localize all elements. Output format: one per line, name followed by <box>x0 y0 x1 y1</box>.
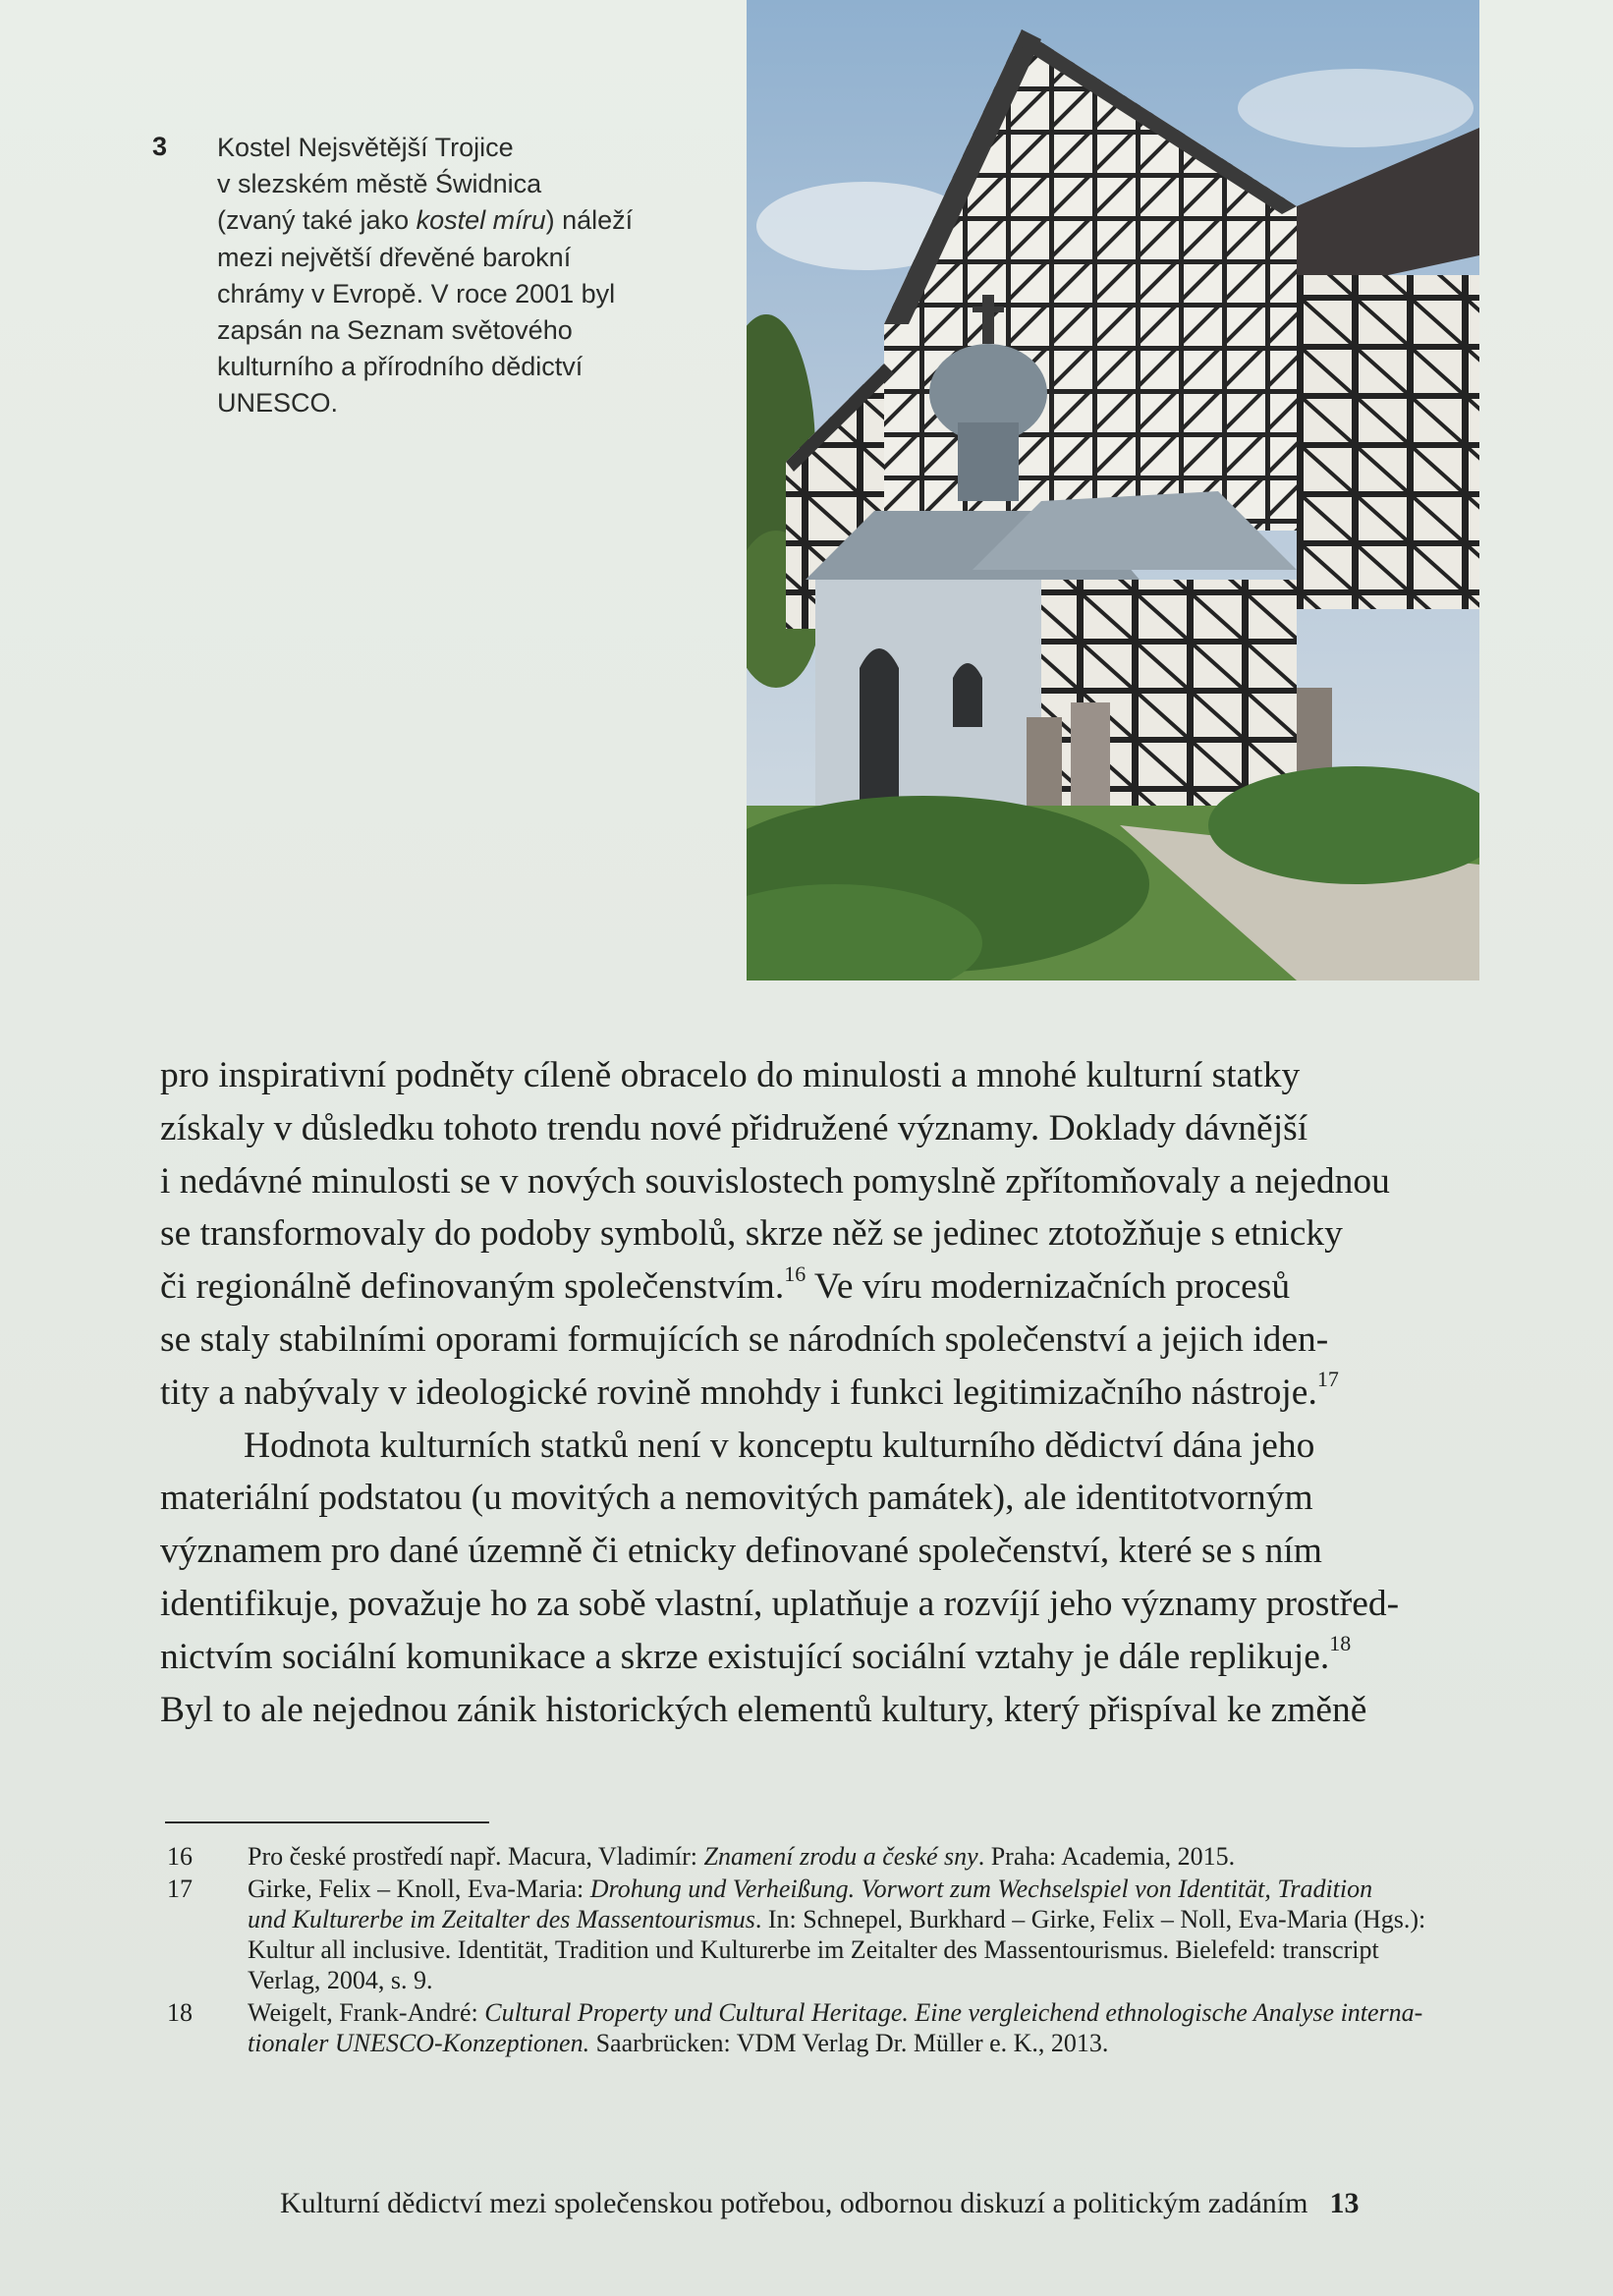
body-line: či regionálně definovaným společenstvím.$^{16}$ Ve víru modernizačních procesů <box>160 1260 1291 1308</box>
footnote-line: tionaler UNESCO-Konzeptionen. Saarbrücken: VDM Verlag Dr. Müller e. K., 2013. <box>248 2029 1109 2057</box>
body-line: tity a nabývaly v ideologické rovině mnohdy i funkci legitimizačního nástroje.$^{17}$ <box>160 1367 1339 1413</box>
footnote-line: Verlag, 2004, s. 9. <box>248 1966 433 1994</box>
footnote-ref[interactable]: 16 <box>784 1260 806 1286</box>
footnote-number: 16 <box>167 1842 193 1871</box>
body-line: Hodnota kulturních statků není v konceptu kulturního dědictví dána jeho <box>244 1425 1315 1466</box>
footnote <box>165 1874 1501 1995</box>
church-photo <box>747 0 1479 980</box>
caption-line: Kostel Nejsvětější Trojice <box>217 133 514 162</box>
footnote <box>165 1841 1501 1872</box>
body-line: významem pro dané územně či etnicky definované společenství, které se s ním <box>160 1531 1322 1572</box>
footnote-divider <box>165 1821 489 1823</box>
footnote-line: und Kulturerbe im Zeitalter des Massentourismus. In: Schnepel, Burkhard – Girke, Felix – Noll, Eva-Maria (Hgs.): <box>248 1905 1426 1933</box>
footnote <box>165 1997 1501 2058</box>
caption-emphasis: kostel míru <box>416 205 546 236</box>
footnote-line: Girke, Felix – Knoll, Eva-Maria: Drohung und Verheißung. Vorwort zum Wechselspiel von Identität, Tradition <box>248 1875 1373 1903</box>
body-line: získaly v důsledku tohoto trendu nové přidružené významy. Doklady dávnější <box>160 1107 1308 1148</box>
body-line: Byl to ale nejednou zánik historických elementů kultury, který přispíval ke změně <box>160 1689 1367 1730</box>
body-line: identifikuje, považuje ho za sobě vlastní, uplatňuje a rozvíjí jeho významy prostřed- <box>160 1583 1400 1624</box>
footnote-number: 17 <box>167 1875 193 1903</box>
body-line: se staly stabilními oporami formujících se národních společenství a jejich iden- <box>160 1318 1329 1360</box>
body-line: i nedávné minulosti se v nových souvislostech pomyslně zpřítomňovaly a nejednou <box>160 1160 1390 1202</box>
church-illustration <box>747 0 1479 980</box>
figure-caption-text <box>217 130 708 422</box>
body-line: pro inspirativní podněty cíleně obracelo do minulosti a mnohé kulturní statky <box>160 1055 1301 1095</box>
footnote-line: Weigelt, Frank-André: Cultural Property und Cultural Heritage. Eine vergleichend ethnologische Analyse interna- <box>248 1998 1423 2027</box>
caption-line: v slezském městě Świdnica <box>217 169 542 199</box>
footnotes <box>165 1841 1501 2060</box>
caption-line: kulturního a přírodního dědictví <box>217 352 584 382</box>
footnote-number: 18 <box>167 1998 193 2027</box>
figure-number: 3 <box>152 132 168 161</box>
footnote-line: Kultur all inclusive. Identität, Tradition und Kulturerbe im Zeitalter des Massentourismus. Bielefeld: transcript <box>248 1935 1379 1964</box>
caption-line: zapsán na Seznam světového <box>217 315 573 346</box>
body-line: se transformovaly do podoby symbolů, skrze něž se jedinec ztotožňuje s etnicky <box>160 1213 1343 1255</box>
footnote-line: Pro české prostředí např. Macura, Vladimír: Znamení zrodu a české sny. Praha: Academia, 2015. <box>248 1842 1236 1871</box>
caption-line: UNESCO. <box>217 388 339 419</box>
caption-line: mezi největší dřevěné barokní <box>217 242 572 272</box>
body-line: materiální podstatou (u movitých a nemovitých památek), ale identitotvorným <box>160 1478 1313 1519</box>
running-footer <box>280 2187 1508 2220</box>
body-text <box>160 1049 1496 1736</box>
body-line: nictvím sociální komunikace a skrze existující sociální vztahy je dále replikuje.$^{18}$ <box>160 1631 1352 1677</box>
page-number: 13 <box>1329 2187 1360 2219</box>
caption-line: (zvaný také jako kostel míru) náleží <box>217 205 634 236</box>
footnote-ref[interactable]: 18 <box>1329 1631 1352 1656</box>
caption-line: chrámy v Evropě. V roce 2001 byl <box>217 278 616 308</box>
running-title: Kulturní dědictví mezi společenskou potřebou, odbornou diskuzí a politickým zadáním <box>280 2187 1308 2219</box>
footnote-ref[interactable]: 17 <box>1316 1367 1339 1392</box>
